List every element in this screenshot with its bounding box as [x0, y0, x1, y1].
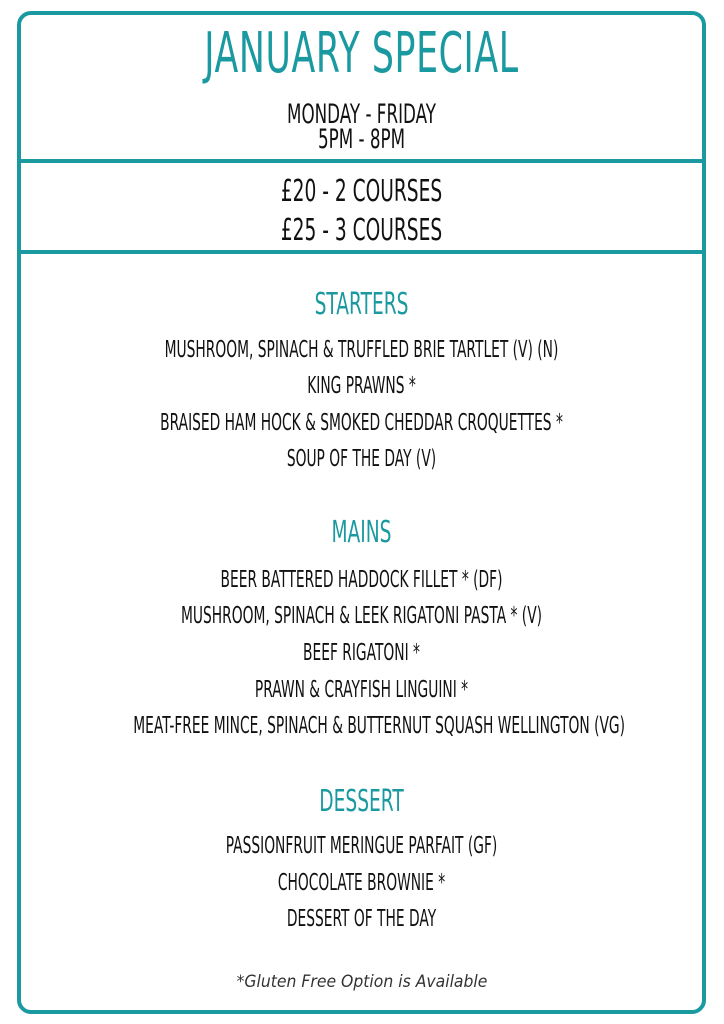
starter-item: KING PRAWNS * — [307, 373, 416, 399]
menu-title: JANUARY SPECIAL — [204, 21, 519, 86]
main-item: MEAT-FREE MINCE, SPINACH & BUTTERNUT SQUASH WELLINGTON (VG) — [133, 713, 625, 739]
starter-item: MUSHROOM, SPINACH & TRUFFLED BRIE TARTLET (V) (N) — [164, 337, 559, 363]
price-three-courses: £25 - 3 COURSES — [280, 213, 443, 248]
main-item: MUSHROOM, SPINACH & LEEK RIGATONI PASTA * (V) — [180, 603, 543, 629]
starter-item: SOUP OF THE DAY (V) — [286, 446, 437, 472]
menu-frame — [17, 11, 706, 1014]
price-two-courses: £20 - 2 COURSES — [280, 174, 443, 209]
divider-bottom — [21, 250, 702, 254]
starter-item: BRAISED HAM HOCK & SMOKED CHEDDAR CROQUETTES * — [160, 410, 563, 436]
main-item: BEEF RIGATONI * — [303, 640, 420, 666]
service-times: 5PM - 8PM — [317, 124, 406, 155]
mains-heading: MAINS — [331, 515, 392, 550]
dessert-item: DESSERT OF THE DAY — [286, 906, 437, 932]
main-item: BEER BATTERED HADDOCK FILLET * (DF) — [220, 567, 503, 593]
gluten-free-note: *Gluten Free Option is Available — [236, 972, 488, 992]
main-item: PRAWN & CRAYFISH LINGUINI * — [254, 677, 469, 703]
divider-top — [21, 159, 702, 163]
dessert-item: PASSIONFRUIT MERINGUE PARFAIT (GF) — [225, 833, 498, 859]
dessert-item: CHOCOLATE BROWNIE * — [277, 870, 446, 896]
dessert-heading: DESSERT — [319, 784, 404, 819]
service-days: MONDAY - FRIDAY — [287, 99, 436, 130]
starters-heading: STARTERS — [314, 287, 409, 322]
